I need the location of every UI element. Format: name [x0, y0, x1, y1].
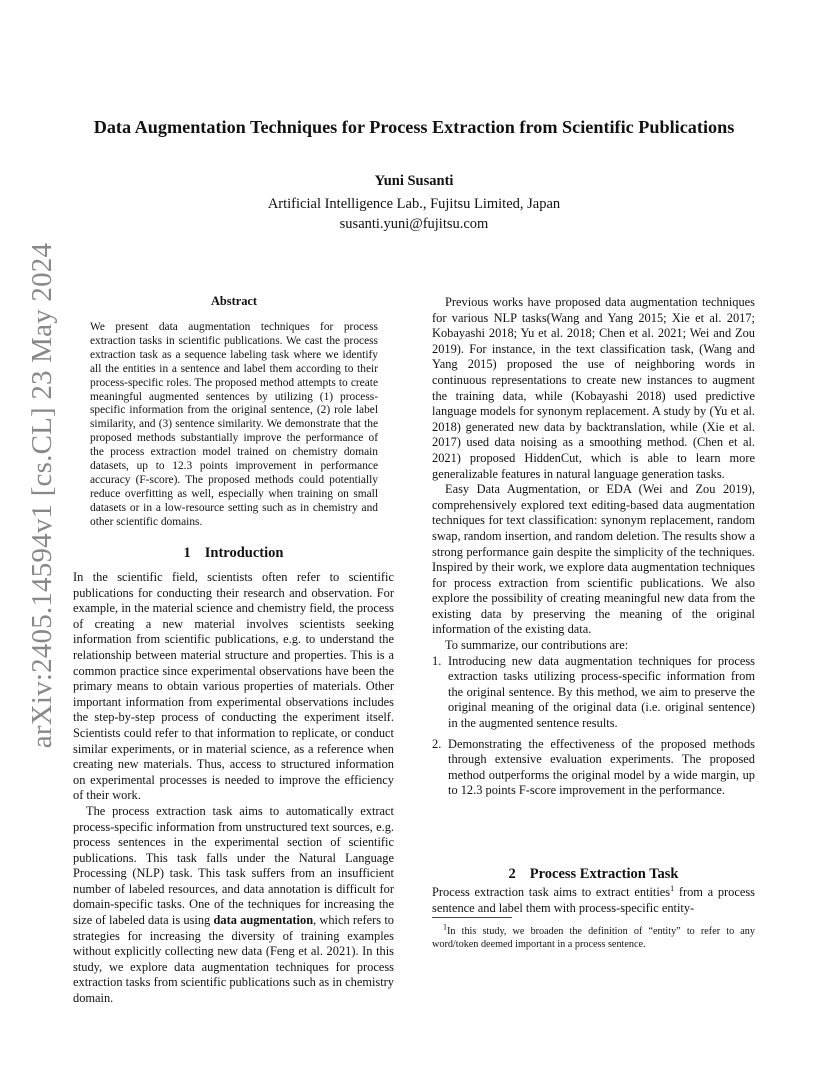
arxiv-identifier-stamp: [24, 242, 62, 748]
contribution-marker: 2.: [432, 736, 442, 751]
contribution-text: Introducing new data augmentation techniques for process extraction tasks utilizing process-specific information from the original sentence. By this method, we aim to preserve the original meaning of the original data (i.e. original sentence) in the augmented sentence results.: [448, 653, 755, 731]
intro-paragraph-2-end: , which refers to strategies for increasing the diversity of training examples without explicitly collecting new data (Feng et al. 2021). In this study, we explore data augmentation techniques for process extraction tasks from scientific publications such as in chemistry domain.: [73, 913, 394, 1006]
contribution-item: [432, 654, 755, 732]
footnote: [432, 922, 755, 951]
author-email: susanti.yuni@fujitsu.com: [339, 216, 489, 232]
data-augmentation-term: data augmentation: [213, 913, 314, 928]
section-1-title: Introduction: [204, 545, 284, 561]
author-name: Yuni Susanti: [374, 173, 454, 189]
intro-paragraph-3: Previous works have proposed data augmentation techniques for various NLP tasks(Wang and Yang 2015; Xie et al. 2017; Kobayashi 2018; Yu et al. 2018; Chen et al. 2021; Wei and Zou 2019). For instance, in the text classification task, (Wang and Yang 2015) proposed the use of neighboring words in continuous representations to create new instances to augment the training data, while (Kobayashi 2018) used predictive language models for synonym replacement. A study by (Yu et al. 2018) generated new data by backtranslation, while (Xie et al. 2017) used data noising as a smoothing method. (Chen et al. 2021) proposed HiddenCut, which is able to learn more generalizable features in natural language generation tasks.: [432, 295, 755, 481]
contribution-item: [432, 737, 755, 799]
paper-title: Data Augmentation Techniques for Process Extraction from Scientific Publications: [93, 117, 735, 137]
contributions-list: [432, 654, 755, 799]
footnote-divider: [432, 917, 512, 918]
intro-paragraph-2: [73, 804, 394, 1007]
right-column-body: [432, 295, 755, 804]
footnote-reference: 1: [670, 883, 675, 893]
intro-paragraph-5: To summarize, our contributions are:: [445, 638, 629, 653]
author-affiliation: Artificial Intelligence Lab., Fujitsu Limited, Japan: [267, 196, 561, 212]
section-2-number: 2: [508, 866, 516, 882]
section-2-paragraph-start: Process extraction task aims to extract entities: [432, 885, 671, 899]
intro-paragraph-2-start: The process extraction task aims to automatically extract process-specific information from unstructured text sources, e.g. process sentences in the experimental section of scientific publications. This task falls under the Natural Language Processing (NLP) task. This task suffers from an insufficient number of labeled resources, and data annotation is difficult for domain-specific tasks. One of the techniques for increasing the size of labeled data is using: [73, 803, 394, 928]
intro-paragraph-4: Easy Data Augmentation, or EDA (Wei and Zou 2019), comprehensively explored text editing-based data augmentation techniques for text classification: synonym replacement, random swap, random insertion, and random deletion. The results show a strong performance gain despite the simplicity of the techniques. Inspired by their work, we explore data augmentation techniques for process extraction from scientific publications. We also explore the possibility of creating meaningful new data from the existing data by preserving the meaning of the original information of the existing data.: [432, 482, 755, 637]
section-2-paragraph-1: [432, 885, 755, 916]
footnote-text: In this study, we broaden the definition of “entity” to refer to any word/token deemed important in a process sentence.: [432, 926, 755, 950]
section-2-title: Process Extraction Task: [529, 866, 679, 882]
section-2-heading: [432, 866, 755, 883]
section-2-body: [432, 885, 755, 916]
abstract-heading: Abstract: [210, 294, 258, 308]
arxiv-identifier-text: arXiv:2405.14594v1 [cs.CL] 23 May 2024: [26, 242, 59, 748]
footnote-mark: 1: [443, 922, 447, 932]
intro-paragraph-1: In the scientific field, scientists often refer to scientific publications for conducting their research and observation. For example, in the material science and chemistry field, the process of creating a new material involves scientists seeking information from scientific publications, e.g. to understand the relationship between material structure and properties. This is a common practice since experimental observations have been the primary means to obtain various properties of materials. Other important information from experimental observations includes the step-by-step process of conducting the experiment itself. Scientists could refer to that information to replicate, or conduct similar experiments, or in material science, as a reference when creating new materials. Thus, access to structured information on experimental processes is needed to improve the efficiency of their work.: [73, 570, 394, 803]
section-1-number: 1: [183, 545, 191, 561]
abstract-text: We present data augmentation techniques for process extraction tasks in scientific publications. We cast the process extraction task as a sequence labeling task where we identify all the entities in a sentence and label them according to their process-specific roles. The proposed method attempts to create meaningful augmented sentences by utilizing (1) process-specific information from the original sentence, (2) role label similarity, and (3) sentence similarity. We demonstrate that the proposed methods substantially improve the performance of the process extraction model trained on chemistry domain datasets, up to 12.3 points improvement in performance accuracy (F-score). The proposed methods could potentially reduce overfitting as well, especially when training on small datasets or in a low-resource setting such as in chemistry and other scientific domains.: [90, 321, 378, 528]
left-column-body: [73, 570, 394, 1007]
section-2-paragraph-end: from a process sentence and label them with process-specific entity-: [432, 885, 755, 915]
abstract-body: [90, 321, 378, 530]
contribution-text: Demonstrating the effectiveness of the proposed methods through extensive evaluation experiments. The proposed method outperforms the original model by a wide margin, up to 12.3 points F-score improvement in the performance.: [448, 736, 755, 798]
contribution-marker: 1.: [432, 653, 442, 668]
section-1-heading: [73, 545, 394, 562]
